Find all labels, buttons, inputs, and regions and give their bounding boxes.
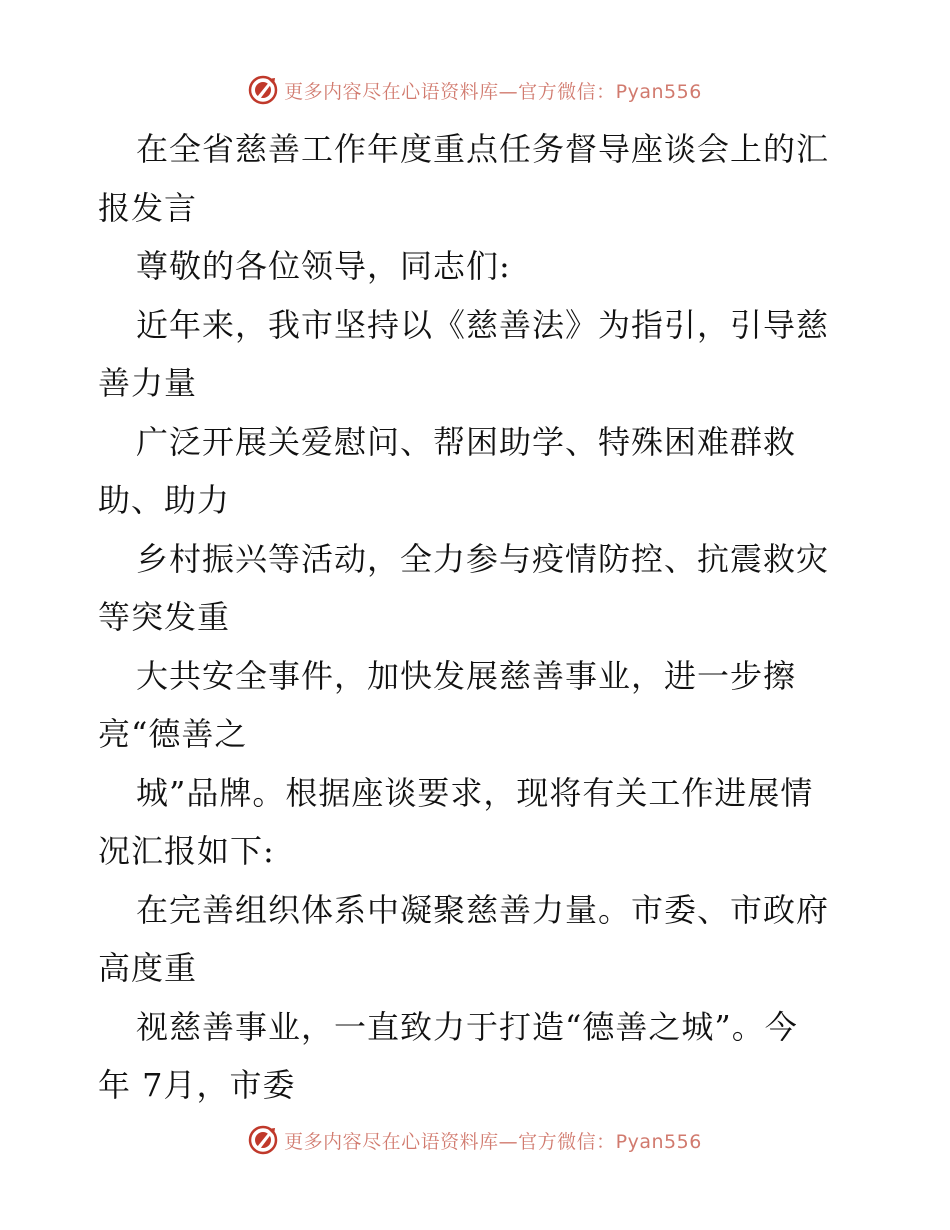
text-line: 报发言 [98,188,198,227]
text-line: 视慈善事业，一直致力于打造“德善之城”。今 [136,1007,798,1046]
text-line: 广泛开展关爱慰问、帮困助学、特殊困难群救 [136,422,797,461]
text-line: 高度重 [98,949,198,987]
text-line: 亮“德善之 [98,715,248,753]
footer-banner [0,1120,950,1160]
document-body [98,120,858,1115]
text-line: 城”品牌。根据座谈要求，现将有关工作进展情 [136,773,814,812]
quill-seal-icon [248,1125,278,1155]
text-line: 近年来，我市坚持以《慈善法》为指引，引导慈 [136,305,830,344]
text-line: 尊敬的各位领导，同志们: [136,247,511,285]
header-banner [0,70,950,110]
text-line: 等突发重 [98,598,231,636]
text-line: 况汇报如下: [98,832,275,870]
text-line: 助、助力 [98,481,231,519]
text-line: 乡村振兴等活动，全力参与疫情防控、抗震救灾 [136,539,830,578]
text-line: 在全省慈善工作年度重点任务督导座谈会上的汇 [136,130,830,168]
quill-seal-icon [248,75,278,105]
text-line: 年 7月，市委 [98,1066,296,1104]
footer-banner-text: 更多内容尽在心语资料库—官方微信：Pyan556 [284,1130,702,1153]
text-line: 善力量 [98,364,198,402]
text-line: 在完善组织体系中凝聚慈善力量。市委、市政府 [136,890,830,929]
header-banner-text: 更多内容尽在心语资料库—官方微信：Pyan556 [284,80,702,103]
text-line: 大共安全事件，加快发展慈善事业，进一步擦 [136,656,797,695]
